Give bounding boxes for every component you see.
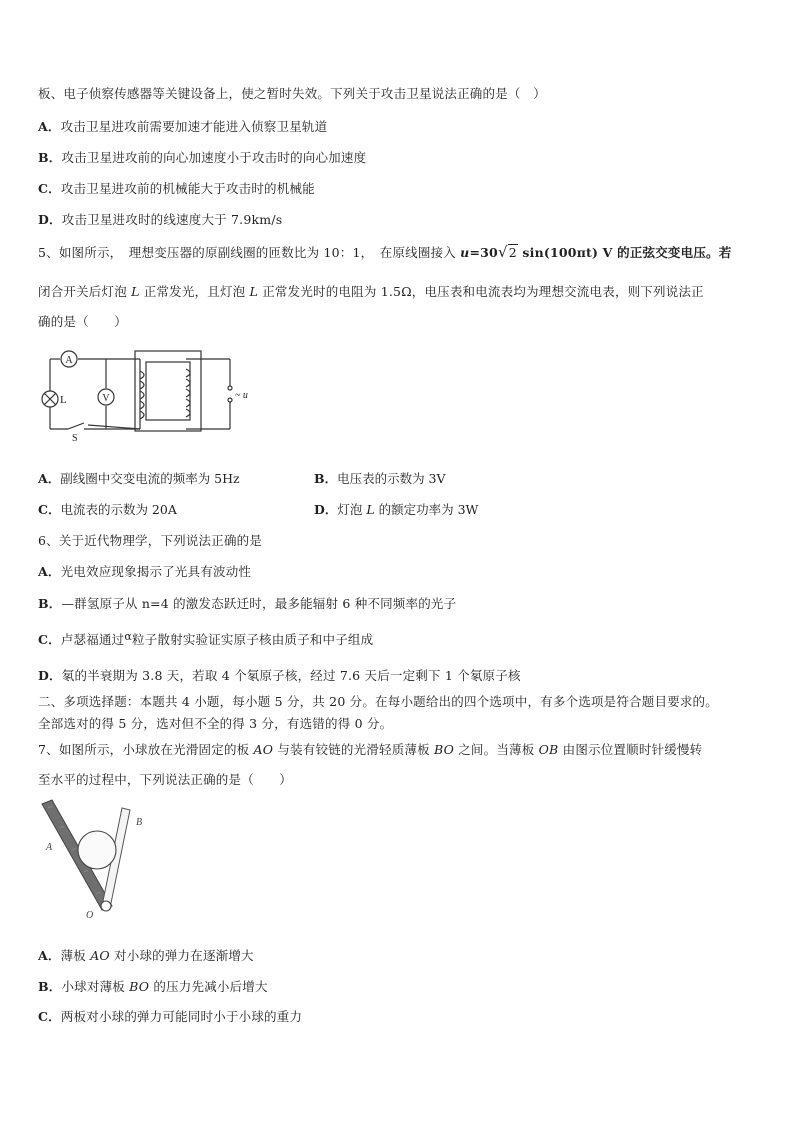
q5-option-a — [38, 469, 240, 487]
q6-option-c — [38, 630, 373, 648]
q4-option-b — [38, 148, 366, 166]
q5-option-d — [314, 500, 478, 518]
board-ob-variable: OB — [538, 742, 559, 757]
q6-option-d — [38, 666, 521, 684]
option-key: A． — [38, 119, 61, 134]
option-key: D． — [38, 668, 62, 683]
voltage-variable: u — [460, 245, 470, 260]
option-text: 攻击卫星进攻时的线速度大于 7.9km/s — [61, 212, 283, 227]
lamp-variable: L — [366, 502, 375, 517]
section2-instructions-line1: 二、多项选择题：本题共 4 小题，每小题 5 分，共 20 分。在每小题给出的四个选项中，有多个选项是符合题目要求的。 — [38, 694, 718, 709]
sqrt-sign: √ — [497, 243, 508, 261]
q4-option-c — [38, 179, 315, 197]
label-o: O — [86, 910, 94, 921]
q5-stem-text: 闭合开关后灯泡 — [38, 284, 132, 299]
inclined-boards-figure — [38, 798, 168, 923]
option-text: 的压力先减小后增大 — [149, 979, 268, 994]
option-key: A． — [38, 471, 61, 486]
q5-stem-line2 — [38, 282, 704, 300]
q5-stem-line1 — [38, 243, 731, 261]
label-a: A — [46, 842, 53, 853]
option-text: 电压表的示数为 3V — [337, 471, 446, 486]
voltmeter-label: V — [102, 393, 110, 404]
option-text: 小球对薄板 — [61, 979, 130, 994]
option-text: 薄板 — [60, 948, 91, 963]
option-key: C． — [38, 1009, 61, 1024]
board-ao-variable: AO — [253, 742, 274, 757]
board-bo-variable: BO — [129, 979, 150, 994]
option-text: 光电效应现象揭示了光具有波动性 — [60, 564, 252, 579]
source-label: ~ u — [235, 390, 248, 401]
board-bo-variable: BO — [433, 742, 455, 757]
option-text: 卢瑟福通过 — [60, 632, 125, 647]
option-text: 氡的半衰期为 3.8 天，若取 4 个氡原子核，经过 7.6 天后一定剩下 1 个氡原子核 — [61, 668, 521, 683]
option-key: D． — [38, 212, 62, 227]
transformer-circuit-figure — [38, 345, 258, 445]
q5-stem-text: 正常发光时的电阻为 1.5Ω，电压表和电流表均为理想交流电表，则下列说法正 — [258, 284, 704, 299]
q7-stem-text: 与装有铰链的光滑轻质薄板 — [273, 742, 434, 757]
q5-stem-line3: 确的是（ ） — [38, 314, 127, 329]
q5-option-c — [38, 500, 177, 518]
option-key: B． — [38, 150, 62, 165]
q7-stem-text: 7、如图所示，小球放在光滑固定的板 — [38, 742, 254, 757]
ammeter-label: A — [65, 355, 73, 366]
option-text: 攻击卫星进攻前的向心加速度小于攻击时的向心加速度 — [61, 150, 367, 165]
option-key: A． — [38, 948, 61, 963]
option-text: 副线圈中交变电流的频率为 5Hz — [60, 471, 240, 486]
option-text: 攻击卫星进攻前的机械能大于攻击时的机械能 — [60, 181, 315, 196]
q5-stem-text: 正常发光，且灯泡 — [139, 284, 250, 299]
lamp-variable: L — [249, 284, 259, 299]
q6-option-a — [38, 562, 251, 580]
voltage-coefficient: =30 — [469, 245, 498, 260]
option-text: 灯泡 — [337, 502, 367, 517]
q7-option-b — [38, 977, 268, 995]
option-text: 的额定功率为 3W — [374, 502, 479, 517]
sin-expression: sin(100πt) V 的正弦交变电压。若 — [517, 245, 732, 260]
q7-option-a — [38, 946, 254, 964]
q4-option-d — [38, 210, 282, 228]
q7-stem-text: 由图示位置顺时针缓慢转 — [558, 742, 703, 757]
q5-option-b — [314, 469, 446, 487]
option-text: 两板对小球的弹力可能同时小于小球的重力 — [60, 1009, 303, 1024]
option-key: C． — [38, 181, 61, 196]
option-key: C． — [38, 502, 61, 517]
q6-option-b — [38, 594, 456, 612]
q7-stem-text: 之间。当薄板 — [454, 742, 539, 757]
alpha-symbol: α — [124, 630, 133, 643]
q7-stem-line2: 至水平的过程中，下列说法正确的是（ ） — [38, 772, 293, 787]
section2-instructions-line2: 全部选对的得 5 分，选对但不全的得 3 分，有选错的得 0 分。 — [38, 716, 393, 731]
option-text: 对小球的弹力在逐渐增大 — [109, 948, 254, 963]
q4-intro: 板、电子侦察传感器等关键设备上，使之暂时失效。下列关于攻击卫星说法正确的是（ ） — [38, 86, 547, 101]
q5-stem-text: 5、如图所示， 理想变压器的原副线圈的匝数比为 10：1， 在原线圈接入 — [38, 245, 461, 260]
sqrt-radicand: 2 — [508, 245, 517, 260]
option-text: —群氢原子从 n=4 的激发态跃迁时，最多能辐射 6 种不同频率的光子 — [61, 596, 457, 611]
option-key: B． — [38, 596, 62, 611]
q4-option-a — [38, 117, 327, 135]
option-key: B． — [38, 979, 62, 994]
q7-option-c — [38, 1007, 302, 1025]
q6-stem: 6、关于近代物理学，下列说法正确的是 — [38, 533, 263, 548]
board-ao-variable: AO — [90, 948, 110, 963]
option-text: 粒子散射实验证实原子核由质子和中子组成 — [132, 632, 374, 647]
option-text: 电流表的示数为 20A — [60, 502, 177, 517]
lamp-variable: L — [131, 284, 140, 299]
q7-stem-line1 — [38, 740, 702, 758]
option-key: D． — [314, 502, 338, 517]
switch-label: S — [72, 433, 78, 444]
lamp-label: L — [60, 394, 67, 406]
option-text: 攻击卫星进攻前需要加速才能进入侦察卫星轨道 — [60, 119, 328, 134]
option-key: A． — [38, 564, 61, 579]
option-key: B． — [314, 471, 338, 486]
option-key: C． — [38, 632, 61, 647]
label-b: B — [136, 817, 143, 828]
